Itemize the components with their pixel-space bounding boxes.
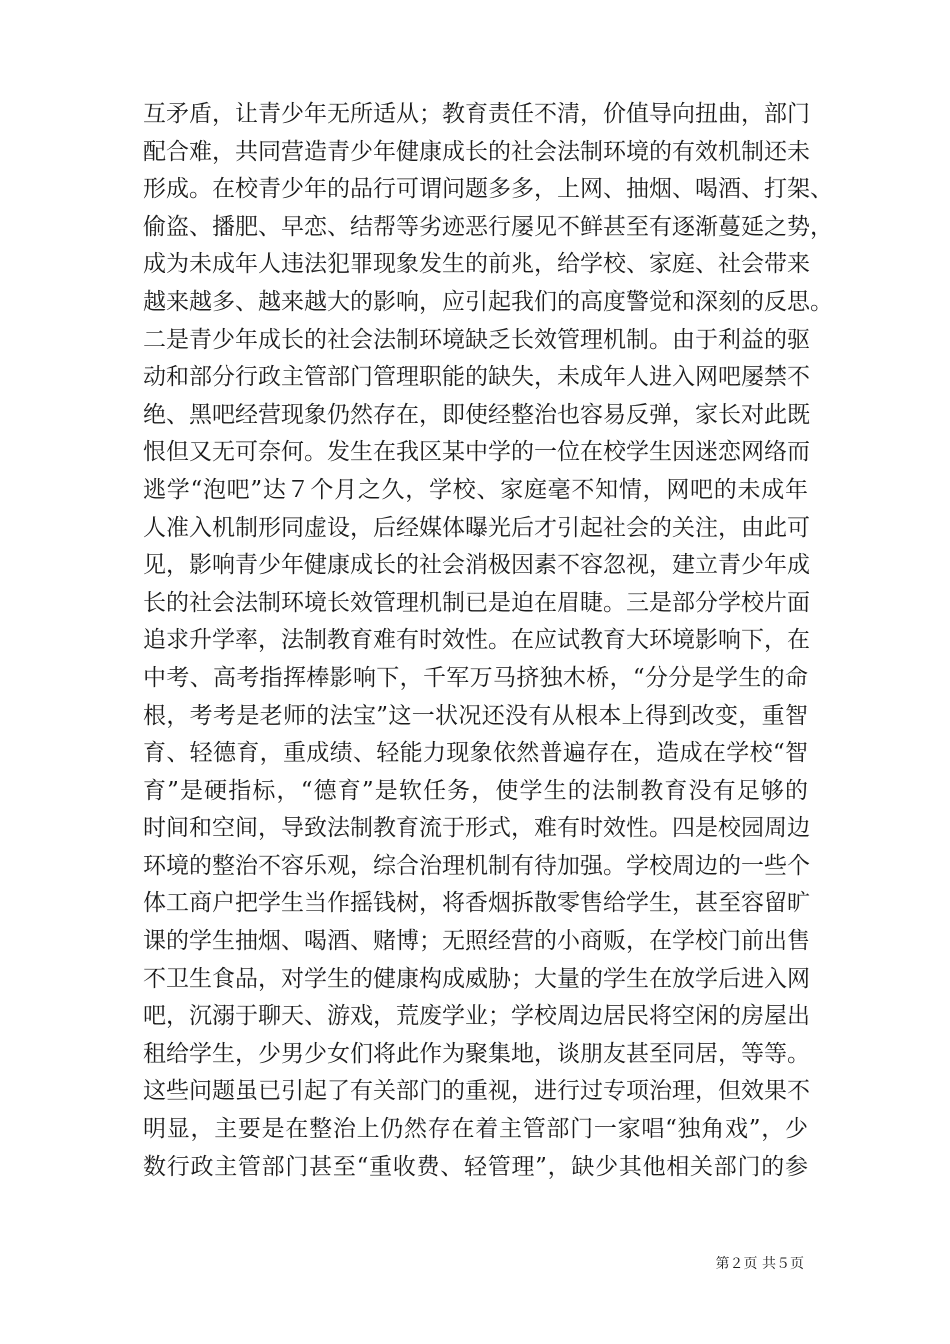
text-line: 租给学生，少男少女们将此作为聚集地，谈朋友甚至同居，等等。 [143, 1040, 810, 1067]
text-line: 成为未成年人违法犯罪现象发生的前兆，给学校、家庭、社会带来 [143, 251, 810, 278]
text-line: 长的社会法制环境长效管理机制已是迫在眉睫。三是部分学校片面 [143, 589, 810, 616]
text-line: 越来越多、越来越大的影响，应引起我们的高度警觉和深刻的反思。 [143, 288, 833, 315]
text-line: 追求升学率，法制教育难有时效性。在应试教育大环境影响下，在 [143, 627, 810, 654]
text-line: 形成。在校青少年的品行可谓问题多多，上网、抽烟、喝酒、打架、 [143, 176, 833, 203]
text-line: 明显，主要是在整治上仍然存在着主管部门一家唱“独角戏”，少 [143, 1116, 808, 1143]
text-line: 偷盗、播肥、早恋、结帮等劣迹恶行屡见不鲜甚至有逐渐蔓延之势， [143, 213, 833, 240]
text-line: 见，影响青少年健康成长的社会消极因素不容忽视，建立青少年成 [143, 552, 810, 579]
text-line: 动和部分行政主管部门管理职能的缺失，未成年人进入网吧屡禁不 [143, 364, 810, 391]
text-line: 配合难，共同营造青少年健康成长的社会法制环境的有效机制还未 [143, 138, 810, 165]
page-number-footer: 第２页 共５页 [715, 1256, 804, 1272]
text-line: 逃学“泡吧”达７个月之久，学校、家庭毫不知情，网吧的未成年 [143, 476, 808, 503]
text-line: 育”是硬指标，“德育”是软任务，使学生的法制教育没有足够的 [143, 777, 808, 804]
text-line: 时间和空间，导致法制教育流于形式，难有时效性。四是校园周边 [143, 815, 810, 842]
text-line: 绝、黑吧经营现象仍然存在，即使经整治也容易反弹，家长对此既 [143, 401, 810, 428]
text-line: 恨但又无可奈何。发生在我区某中学的一位在校学生因迷恋网络而 [143, 439, 810, 466]
text-line: 互矛盾，让青少年无所适从；教育责任不清，价值导向扭曲，部门 [143, 101, 810, 127]
text-line: 不卫生食品，对学生的健康构成威胁；大量的学生在放学后进入网 [143, 965, 810, 992]
text-line: 吧，沉溺于聊天、游戏，荒废学业；学校周边居民将空闲的房屋出 [143, 1003, 810, 1030]
text-line: 环境的整治不容乐观，综合治理机制有待加强。学校周边的一些个 [143, 852, 810, 879]
text-line: 人准入机制形同虚设，后经媒体曝光后才引起社会的关注，由此可 [143, 514, 810, 541]
text-line: 中考、高考指挥棒影响下，千军万马挤独木桥，“分分是学生的命 [143, 664, 808, 691]
text-line: 二是青少年成长的社会法制环境缺乏长效管理机制。由于利益的驱 [143, 326, 810, 353]
text-line: 体工商户把学生当作摇钱树，将香烟拆散零售给学生，甚至容留旷 [143, 890, 810, 917]
text-line: 这些问题虽已引起了有关部门的重视，进行过专项治理，但效果不 [143, 1078, 810, 1105]
text-line: 数行政主管部门甚至“重收费、轻管理”，缺少其他相关部门的参 [143, 1153, 808, 1180]
text-line: 育、轻德育，重成绩、轻能力现象依然普遍存在，造成在学校“智 [143, 740, 808, 767]
text-line: 课的学生抽烟、喝酒、赌博；无照经营的小商贩，在学校门前出售 [143, 928, 810, 955]
body-paragraph [143, 96, 833, 1186]
text-line: 根，考考是老师的法宝”这一状况还没有从根本上得到改变，重智 [143, 702, 808, 729]
